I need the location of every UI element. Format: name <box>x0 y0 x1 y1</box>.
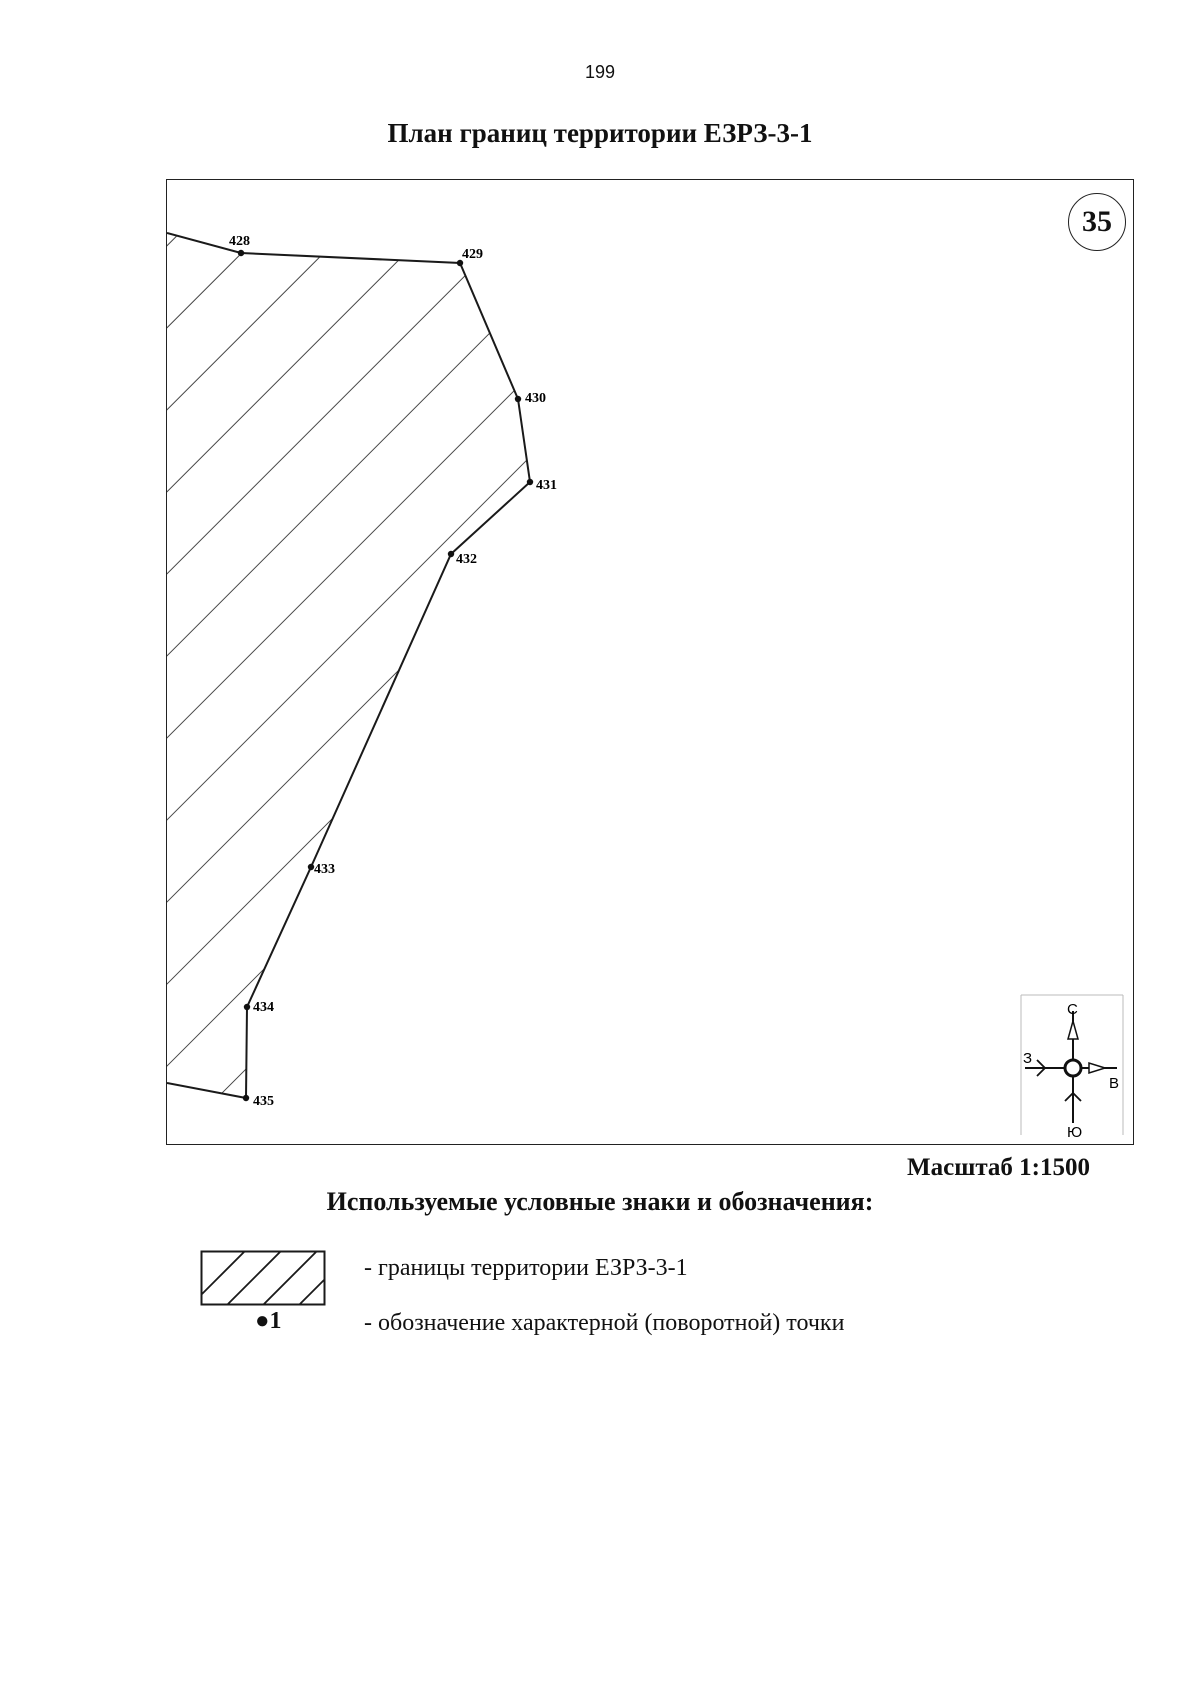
point-432-marker <box>448 551 454 557</box>
sheet-number-badge: 35 <box>1068 193 1126 251</box>
point-434-marker <box>244 1004 250 1010</box>
point-435 <box>243 1094 274 1109</box>
point-432-label: 432 <box>456 552 477 567</box>
compass-south-label: Ю <box>1067 1124 1083 1141</box>
map-frame <box>166 179 1134 1145</box>
point-431-marker <box>527 479 533 485</box>
legend-point-symbol: ●1 <box>255 1308 282 1334</box>
legend-item-point: - обозначение характерной (поворотной) точки <box>364 1310 845 1336</box>
point-433 <box>308 862 335 877</box>
page-number: 199 <box>584 62 616 82</box>
territory-hatch <box>167 233 530 1098</box>
point-430-label: 430 <box>525 391 546 406</box>
point-435-label: 435 <box>253 1094 274 1109</box>
compass-north-label: С <box>1067 1001 1078 1018</box>
east-arrow-icon <box>1089 1063 1105 1073</box>
boundary-map <box>167 180 1133 1144</box>
map-scale: Масштаб 1:1500 <box>907 1154 1090 1181</box>
compass-west-label: З <box>1023 1050 1033 1067</box>
point-432 <box>448 551 477 567</box>
point-431-label: 431 <box>536 478 557 493</box>
point-430-marker <box>515 396 521 402</box>
page-title: План границ территории ЕЗРЗ-3-1 <box>387 118 813 148</box>
point-434-label: 434 <box>253 1000 274 1015</box>
point-428-marker <box>238 250 244 256</box>
legend-item-territory: - границы территории ЕЗРЗ-3-1 <box>364 1255 688 1281</box>
point-431 <box>527 478 557 493</box>
point-428-label: 428 <box>229 234 250 249</box>
point-429 <box>457 247 483 266</box>
point-435-marker <box>243 1095 249 1101</box>
legend-hatch-swatch <box>200 1250 326 1306</box>
compass-center-icon <box>1065 1060 1081 1076</box>
point-433-label: 433 <box>314 862 335 877</box>
compass-rose <box>1021 995 1123 1141</box>
north-arrow-icon <box>1068 1021 1078 1039</box>
point-429-label: 429 <box>462 247 483 262</box>
compass-east-label: В <box>1109 1075 1120 1092</box>
legend-heading: Используемые условные знаки и обозначения: <box>326 1187 874 1216</box>
